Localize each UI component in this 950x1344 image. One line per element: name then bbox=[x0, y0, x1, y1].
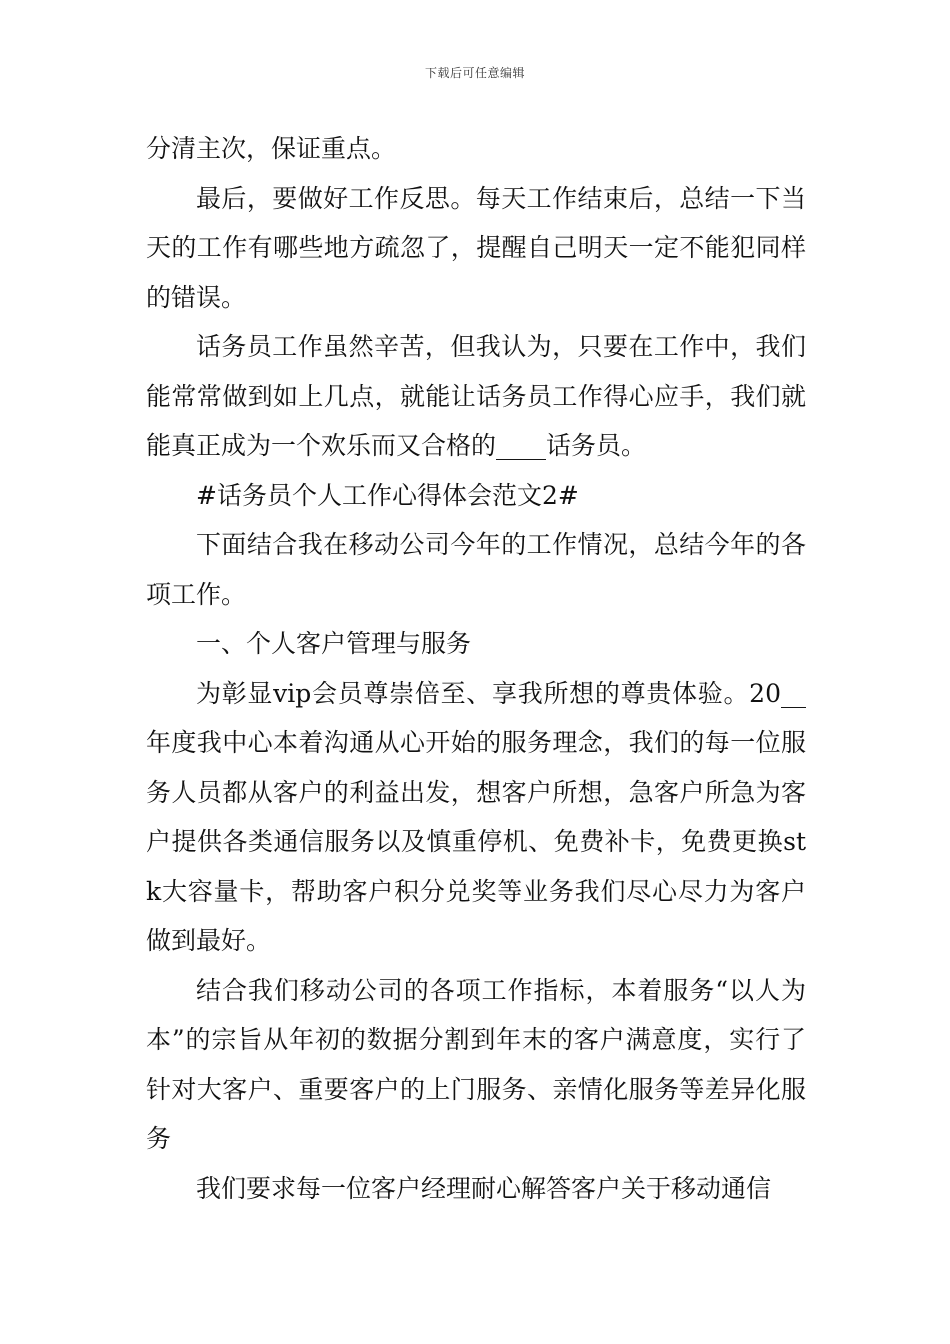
paragraph-1: 分清主次，保证重点。 bbox=[146, 134, 397, 163]
subheading-personal-customer: 一、个人客户管理与服务 bbox=[196, 629, 472, 658]
paragraph-5: 为彰显vip会员尊崇倍至、享我所想的尊贵体验。20__年度我中心本着沟通从心开始的服务理念，我们的每一位服务人员都从客户的利益出发，想客户所想，急客户所急为客户提供各类通信服务以及慎重停机、免费补卡，免费更换stk大容量卡，帮助客户积分兑奖等业务我们尽心尽力为客户做到最好。 bbox=[146, 678, 806, 955]
document-body bbox=[146, 124, 806, 1213]
page-header: 下载后可任意编辑 bbox=[424, 66, 525, 80]
paragraph-4: 下面结合我在移动公司今年的工作情况，总结今年的各项工作。 bbox=[146, 530, 806, 609]
paragraph-6: 结合我们移动公司的各项工作指标，本着服务“以人为本”的宗旨从年初的数据分割到年末的客户满意度，实行了针对大客户、重要客户的上门服务、亲情化服务等差异化服务 bbox=[146, 975, 806, 1153]
paragraph-7: 我们要求每一位客户经理耐心解答客户关于移动通信 bbox=[196, 1173, 772, 1203]
section-heading-2: #话务员个人工作心得体会范文2# bbox=[196, 480, 579, 510]
paragraph-2: 最后，要做好工作反思。每天工作结束后，总结一下当天的工作有哪些地方疏忽了，提醒自己明天一定不能犯同样的错误。 bbox=[146, 183, 806, 312]
paragraph-3: 话务员工作虽然辛苦，但我认为，只要在工作中，我们能常常做到如上几点，就能让话务员工作得心应手，我们就能真正成为一个欢乐而又合格的____话务员。 bbox=[146, 332, 806, 460]
